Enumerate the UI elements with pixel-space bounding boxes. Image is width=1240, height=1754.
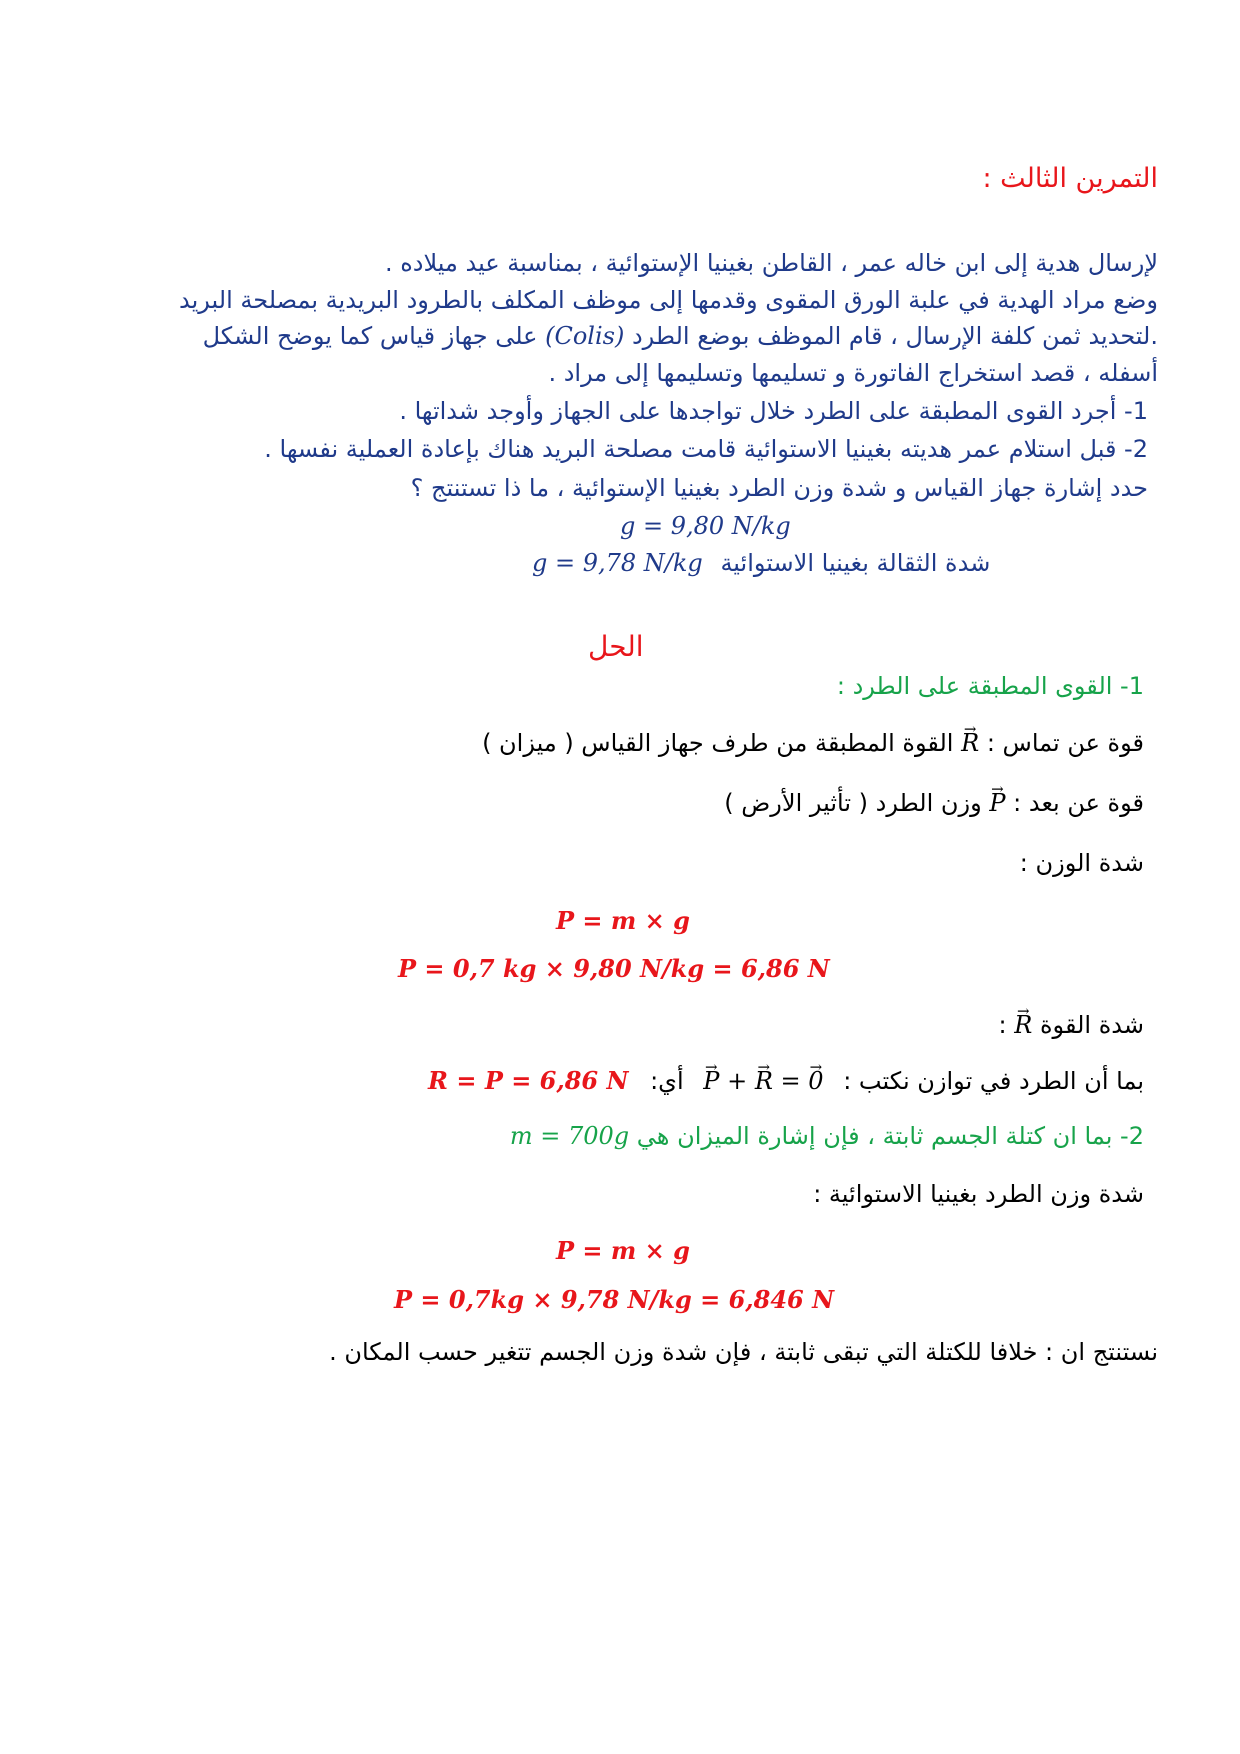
question-2-cont: حدد إشارة جهاز القياس و شدة وزن الطرد بغينيا الإستوائية ، ما ذا تستنتج ؟: [410, 474, 1148, 502]
zero-vector: → 0: [808, 1064, 823, 1098]
equation-3: P = m × g: [556, 1236, 690, 1265]
equilibrium-equation: [703, 1064, 823, 1098]
plus-sign: +: [727, 1067, 748, 1095]
exercise-title: التمرين الثالث :: [982, 163, 1158, 194]
ay-label: أي:: [650, 1067, 684, 1095]
gravity-france: g = 9,80 N/kg: [620, 512, 791, 540]
question-1: 1- أجرد القوى المطبقة على الطرد خلال تواجدها على الجهاز وأوجد شداتها .: [399, 397, 1148, 425]
exercise-line-4: أسفله ، قصد استخراج الفاتورة و تسليمها وتسليمها إلى مراد .: [548, 359, 1158, 387]
weight-guinea-label: شدة وزن الطرد بغينيا الاستوائية :: [813, 1180, 1144, 1208]
P-vector-3: → P: [703, 1064, 719, 1098]
equation-1: P = m × g: [556, 906, 690, 935]
question-2: 2- قبل استلام عمر هديته بغينيا الاستوائية قامت مصلحة البريد هناك بإعادة العملية نفسها .: [264, 435, 1148, 463]
R-vector: → R: [961, 726, 979, 760]
solution-title: الحل: [588, 630, 644, 663]
exercise-line-3-b: على جهاز قياس كما يوضح الشكل: [202, 322, 538, 350]
force-R-line: [999, 1008, 1144, 1042]
R-vector-2: → R: [1014, 1008, 1032, 1042]
exercise-line-3: [203, 319, 1158, 353]
solution-part-1-heading: 1- القوى المطبقة على الطرد :: [836, 672, 1144, 700]
R-result: R = P = 6,86 N: [428, 1066, 629, 1095]
weight-intensity-label: شدة الوزن :: [1019, 849, 1144, 877]
equals-sign: =: [780, 1067, 801, 1095]
equilibrium-text: بما أن الطرد في توازن نكتب :: [843, 1067, 1144, 1095]
contact-force-label: قوة عن تماس :: [986, 729, 1144, 757]
R-vector-3: → R: [755, 1064, 773, 1098]
force-R-colon: :: [998, 1011, 1007, 1039]
colis-label: (Colis): [545, 322, 625, 350]
distance-force-label: قوة عن بعد :: [1013, 789, 1144, 817]
mass-value: m = 700g: [509, 1122, 630, 1150]
contact-force-text: القوة المطبقة من طرف جهاز القياس ( ميزان ): [482, 729, 954, 757]
force-R-label: شدة القوة: [1039, 1011, 1144, 1039]
exercise-line-3-a: .لتحديد ثمن كلفة الإرسال ، قام الموظف بوضع الطرد: [631, 322, 1158, 350]
exercise-line-2: وضع مراد الهدية في علبة الورق المقوى وقدمها إلى موظف المكلف بالطرود البريدية بمصلحة البريد: [179, 286, 1158, 314]
equilibrium-line: [428, 1064, 1144, 1098]
solution-part-2-text: 2- بما ان كتلة الجسم ثابتة ، فإن إشارة الميزان هي: [636, 1122, 1144, 1150]
exercise-line-1: لإرسال هدية إلى ابن خاله عمر ، القاطن بغينيا الإستوائية ، بمناسبة عيد ميلاده .: [384, 249, 1158, 277]
distance-force-line: [724, 786, 1144, 820]
equation-4: P = 0,7kg × 9,78 N/kg = 6,846 N: [394, 1285, 835, 1314]
gravity-guinea: g = 9,78 N/kg: [532, 549, 703, 577]
distance-force-text: وزن الطرد ( تأثير الأرض ): [724, 789, 982, 817]
conclusion: نستنتج ان : خلافا للكتلة التي تبقى ثابتة ، فإن شدة وزن الجسم تتغير حسب المكان .: [329, 1338, 1158, 1366]
solution-part-2: [510, 1119, 1144, 1153]
gravity-guinea-label: شدة الثقالة بغينيا الاستوائية: [720, 549, 991, 577]
contact-force-line: [482, 726, 1144, 760]
gravity-guinea-row: [532, 546, 990, 580]
P-vector: → P: [989, 786, 1005, 820]
equation-2: P = 0,7 kg × 9,80 N/kg = 6,86 N: [398, 954, 830, 983]
